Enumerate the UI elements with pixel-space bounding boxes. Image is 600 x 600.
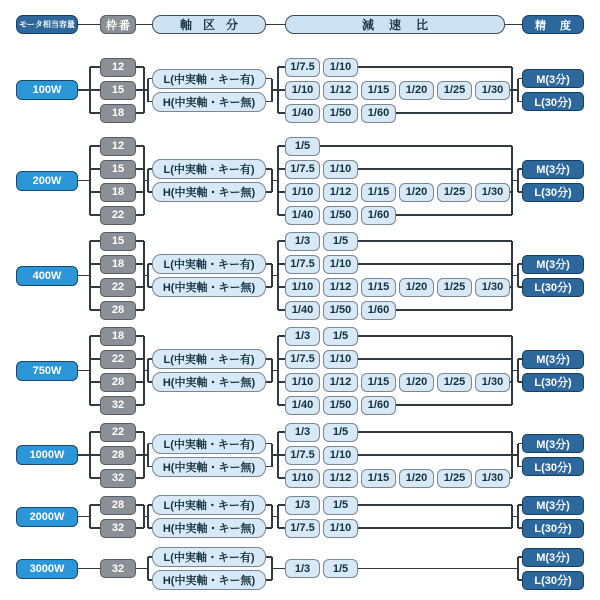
- ratio-box: 1/12: [323, 278, 358, 297]
- frame-box: 32: [100, 519, 136, 538]
- ratio-box: 1/40: [285, 104, 320, 123]
- connector-line: [278, 335, 285, 337]
- connector-line: [90, 381, 100, 383]
- shaft-option-l: L(中実軸・キー有): [152, 547, 266, 567]
- shaft-option-l: L(中実軸・キー有): [152, 495, 266, 515]
- precision-l: L(30分): [522, 519, 584, 538]
- connector-line: [147, 557, 149, 580]
- connector-line: [278, 89, 285, 91]
- connector-line: [89, 241, 91, 310]
- ratio-box: 1/10: [285, 183, 320, 202]
- ratio-box: 1/12: [323, 469, 358, 488]
- connector-line: [78, 516, 90, 518]
- ratio-box: 1/10: [323, 519, 358, 538]
- connector-line: [278, 286, 285, 288]
- connector-line: [78, 89, 90, 91]
- connector-line: [358, 527, 512, 529]
- ratio-box: 1/10: [285, 278, 320, 297]
- connector-line: [278, 358, 285, 360]
- shaft-option-l: L(中実軸・キー有): [152, 69, 266, 89]
- ratio-box: 1/25: [437, 373, 472, 392]
- connector-line: [278, 240, 285, 242]
- connector-line: [90, 168, 100, 170]
- connector-line: [396, 309, 512, 311]
- ratio-box: 1/25: [437, 183, 472, 202]
- connector-line: [517, 557, 519, 580]
- ratio-box: 1/3: [285, 496, 320, 515]
- connector-line: [90, 477, 100, 479]
- connector-line: [358, 335, 512, 337]
- connector-line: [78, 568, 100, 570]
- connector-line: [266, 24, 285, 26]
- connector-line: [90, 240, 100, 242]
- frame-box: 15: [100, 232, 136, 251]
- ratio-box: 1/5: [323, 559, 358, 578]
- ratio-box: 1/5: [323, 232, 358, 251]
- ratio-box: 1/50: [323, 104, 358, 123]
- frame-box: 28: [100, 496, 136, 515]
- ratio-box: 1/12: [323, 183, 358, 202]
- precision-m: M(3分): [522, 255, 584, 274]
- ratio-box: 1/15: [361, 373, 396, 392]
- ratio-box: 1/3: [285, 232, 320, 251]
- frame-box: 22: [100, 206, 136, 225]
- connector-line: [90, 431, 100, 433]
- frame-box: 18: [100, 104, 136, 123]
- ratio-box: 1/20: [399, 81, 434, 100]
- frame-box: 12: [100, 137, 136, 156]
- ratio-box: 1/50: [323, 396, 358, 415]
- frame-box: 22: [100, 278, 136, 297]
- connector-line: [396, 404, 512, 406]
- connector-line: [147, 444, 149, 467]
- connector-line: [278, 145, 285, 147]
- ratio-box: 1/12: [323, 373, 358, 392]
- connector-line: [90, 112, 100, 114]
- capacity-button: 200W: [16, 171, 78, 191]
- ratio-box: 1/10: [323, 446, 358, 465]
- connector-line: [90, 358, 100, 360]
- ratio-box: 1/20: [399, 373, 434, 392]
- connector-line: [278, 477, 285, 479]
- connector-line: [517, 264, 519, 287]
- precision-m: M(3分): [522, 350, 584, 369]
- shaft-option-l: L(中実軸・キー有): [152, 349, 266, 369]
- connector-line: [517, 79, 519, 102]
- ratio-box: 1/7.5: [285, 350, 320, 369]
- ratio-box: 1/10: [285, 373, 320, 392]
- connector-line: [517, 505, 519, 528]
- ratio-box: 1/30: [475, 278, 510, 297]
- connector-line: [517, 444, 519, 467]
- ratio-box: 1/3: [285, 423, 320, 442]
- connector-line: [278, 527, 285, 529]
- precision-m: M(3分): [522, 434, 584, 453]
- shaft-option-l: L(中実軸・キー有): [152, 254, 266, 274]
- connector-line: [358, 66, 512, 68]
- precision-m: M(3分): [522, 548, 584, 567]
- capacity-button: 750W: [16, 361, 78, 381]
- connector-line: [147, 79, 149, 102]
- capacity-button: 400W: [16, 266, 78, 286]
- precision-l: L(30分): [522, 183, 584, 202]
- frame-box: 15: [100, 81, 136, 100]
- connector-line: [358, 240, 512, 242]
- connector-line: [90, 191, 100, 193]
- connector-line: [90, 504, 100, 506]
- connector-line: [277, 505, 279, 528]
- frame-box: 15: [100, 160, 136, 179]
- frame-box: 32: [100, 396, 136, 415]
- connector-line: [78, 370, 90, 372]
- connector-line: [89, 146, 91, 215]
- ratio-box: 1/7.5: [285, 255, 320, 274]
- frame-box: 32: [100, 469, 136, 488]
- connector-line: [358, 168, 512, 170]
- header-shaft-type: 軸区分: [152, 15, 266, 34]
- ratio-box: 1/40: [285, 206, 320, 225]
- header-frame-no: 枠番: [100, 15, 136, 34]
- connector-line: [505, 24, 522, 26]
- ratio-box: 1/7.5: [285, 519, 320, 538]
- precision-l: L(30分): [522, 278, 584, 297]
- ratio-box: 1/20: [399, 469, 434, 488]
- connector-line: [90, 335, 100, 337]
- precision-l: L(30分): [522, 571, 584, 590]
- ratio-box: 1/12: [323, 81, 358, 100]
- frame-box: 28: [100, 373, 136, 392]
- shaft-option-h: H(中実軸・キー無): [152, 518, 266, 538]
- connector-line: [89, 505, 91, 528]
- connector-line: [278, 431, 285, 433]
- connector-line: [90, 286, 100, 288]
- connector-line: [90, 404, 100, 406]
- connector-line: [358, 358, 512, 360]
- precision-m: M(3分): [522, 69, 584, 88]
- connector-line: [358, 454, 512, 456]
- connector-line: [90, 263, 100, 265]
- connector-line: [278, 66, 285, 68]
- ratio-box: 1/25: [437, 81, 472, 100]
- capacity-button: 3000W: [16, 559, 78, 579]
- connector-line: [147, 264, 149, 287]
- connector-line: [358, 431, 512, 433]
- shaft-option-h: H(中実軸・キー無): [152, 182, 266, 202]
- connector-line: [278, 504, 285, 506]
- connector-line: [136, 568, 148, 570]
- precision-l: L(30分): [522, 373, 584, 392]
- connector-line: [78, 24, 100, 26]
- shaft-option-h: H(中実軸・キー無): [152, 372, 266, 392]
- frame-box: 18: [100, 255, 136, 274]
- ratio-box: 1/25: [437, 278, 472, 297]
- ratio-box: 1/60: [361, 301, 396, 320]
- connector-line: [277, 241, 279, 310]
- connector-line: [136, 24, 152, 26]
- frame-box: 12: [100, 58, 136, 77]
- ratio-box: 1/10: [323, 255, 358, 274]
- ratio-box: 1/10: [285, 469, 320, 488]
- connector-line: [278, 404, 285, 406]
- ratio-box: 1/3: [285, 559, 320, 578]
- connector-line: [277, 146, 279, 215]
- precision-l: L(30分): [522, 92, 584, 111]
- ratio-box: 1/30: [475, 81, 510, 100]
- ratio-box: 1/10: [285, 81, 320, 100]
- ratio-box: 1/30: [475, 183, 510, 202]
- connector-line: [396, 214, 512, 216]
- ratio-box: 1/60: [361, 206, 396, 225]
- ratio-box: 1/30: [475, 469, 510, 488]
- precision-m: M(3分): [522, 496, 584, 515]
- connector-line: [278, 381, 285, 383]
- ratio-box: 1/30: [475, 373, 510, 392]
- shaft-option-h: H(中実軸・キー無): [152, 457, 266, 477]
- connector-line: [278, 191, 285, 193]
- frame-box: 28: [100, 301, 136, 320]
- ratio-box: 1/5: [285, 137, 320, 156]
- connector-line: [78, 275, 90, 277]
- connector-line: [78, 454, 90, 456]
- header-reduction-ratio: 減速比: [285, 15, 505, 34]
- connector-line: [90, 145, 100, 147]
- ratio-box: 1/7.5: [285, 446, 320, 465]
- ratio-box: 1/7.5: [285, 160, 320, 179]
- shaft-option-h: H(中実軸・キー無): [152, 570, 266, 590]
- connector-line: [90, 89, 100, 91]
- connector-line: [277, 336, 279, 405]
- connector-line: [90, 66, 100, 68]
- ratio-box: 1/20: [399, 183, 434, 202]
- ratio-box: 1/5: [323, 496, 358, 515]
- shaft-option-l: L(中実軸・キー有): [152, 434, 266, 454]
- connector-line: [320, 145, 512, 147]
- connector-line: [89, 336, 91, 405]
- ratio-box: 1/7.5: [285, 58, 320, 77]
- frame-box: 22: [100, 423, 136, 442]
- shaft-option-h: H(中実軸・キー無): [152, 92, 266, 112]
- header-motor-capacity: モータ相当容量: [16, 15, 78, 34]
- connector-line: [278, 309, 285, 311]
- ratio-box: 1/10: [323, 160, 358, 179]
- header-precision: 精度: [522, 15, 584, 34]
- connector-line: [90, 454, 100, 456]
- ratio-box: 1/50: [323, 301, 358, 320]
- ratio-box: 1/5: [323, 327, 358, 346]
- shaft-option-l: L(中実軸・キー有): [152, 159, 266, 179]
- precision-l: L(30分): [522, 457, 584, 476]
- ratio-box: 1/5: [323, 423, 358, 442]
- ratio-box: 1/10: [323, 350, 358, 369]
- ratio-box: 1/20: [399, 278, 434, 297]
- ratio-box: 1/50: [323, 206, 358, 225]
- connector-line: [90, 309, 100, 311]
- connector-line: [517, 359, 519, 382]
- capacity-button: 100W: [16, 80, 78, 100]
- frame-box: 22: [100, 350, 136, 369]
- connector-line: [147, 359, 149, 382]
- capacity-button: 1000W: [16, 445, 78, 465]
- ratio-box: 1/15: [361, 278, 396, 297]
- ratio-box: 1/10: [323, 58, 358, 77]
- connector-line: [278, 263, 285, 265]
- ratio-box: 1/3: [285, 327, 320, 346]
- frame-box: 18: [100, 183, 136, 202]
- connector-line: [278, 112, 285, 114]
- connector-line: [396, 112, 512, 114]
- connector-line: [147, 169, 149, 192]
- connector-line: [272, 568, 285, 570]
- capacity-button: 2000W: [16, 507, 78, 527]
- frame-box: 28: [100, 446, 136, 465]
- connector-line: [358, 263, 512, 265]
- shaft-option-h: H(中実軸・キー無): [152, 277, 266, 297]
- connector-line: [358, 504, 512, 506]
- connector-line: [78, 180, 90, 182]
- connector-line: [90, 527, 100, 529]
- connector-line: [90, 214, 100, 216]
- connector-line: [147, 505, 149, 528]
- frame-box: 32: [100, 559, 136, 578]
- connector-line: [278, 168, 285, 170]
- ratio-box: 1/15: [361, 469, 396, 488]
- precision-m: M(3分): [522, 160, 584, 179]
- ratio-box: 1/60: [361, 104, 396, 123]
- ratio-box: 1/40: [285, 396, 320, 415]
- connector-line: [278, 214, 285, 216]
- connector-line: [278, 454, 285, 456]
- ratio-box: 1/40: [285, 301, 320, 320]
- ratio-box: 1/15: [361, 81, 396, 100]
- frame-box: 18: [100, 327, 136, 346]
- ratio-box: 1/60: [361, 396, 396, 415]
- ratio-box: 1/25: [437, 469, 472, 488]
- connector-line: [517, 169, 519, 192]
- ratio-box: 1/15: [361, 183, 396, 202]
- connector-line: [358, 568, 512, 570]
